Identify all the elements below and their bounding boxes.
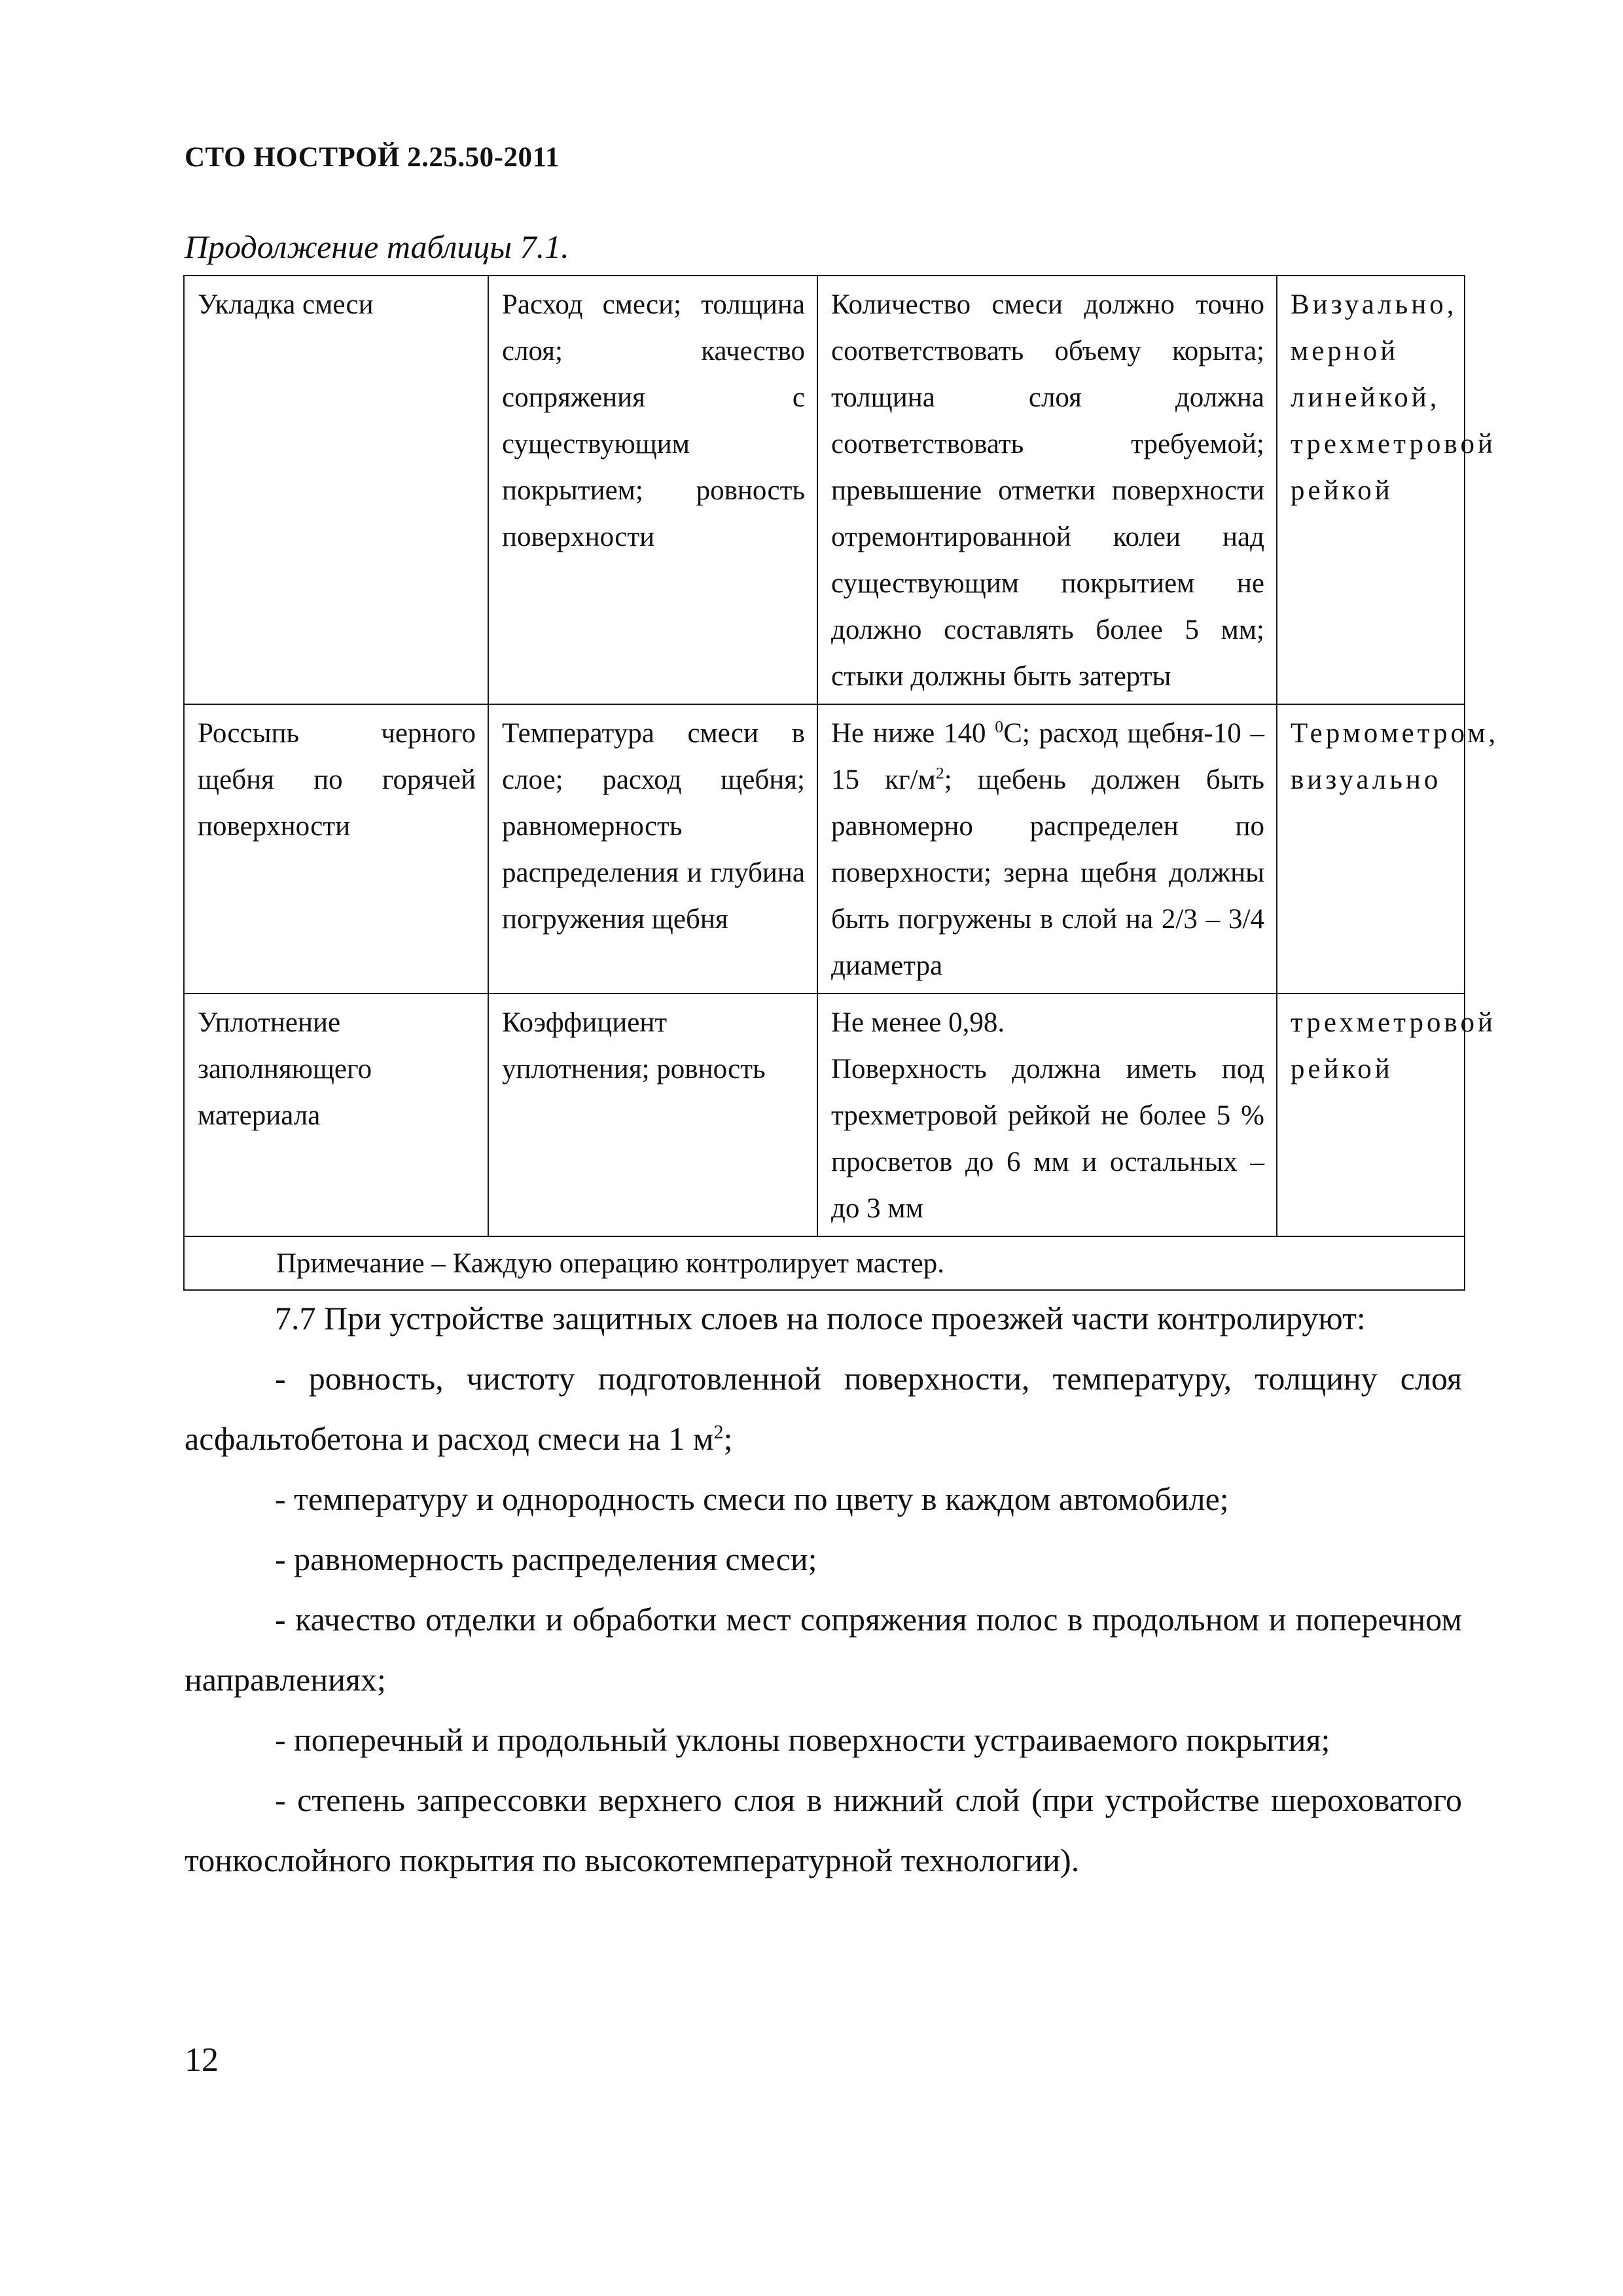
requirements-cell: [817, 704, 1277, 994]
operation-cell: Россыпь черного щебня по горячей поверхности: [184, 704, 488, 994]
superscript: 2: [935, 763, 944, 783]
list-item: - поперечный и продольный уклоны поверхности устраиваемого покрытия;: [275, 1721, 1330, 1758]
superscript: 2: [713, 1421, 724, 1443]
control-table: [183, 275, 1499, 1291]
method-cell: Термометром, визуально: [1277, 704, 1465, 994]
requirement-text: Не ниже 140: [831, 718, 995, 749]
operation-cell: Уплотнение заполняющего материала: [184, 994, 488, 1236]
list-item: - степень запрессовки верхнего слоя в нижний слой (при устройстве шероховатого тонкослойного покрытия по высокотемпературной технологии).: [185, 1782, 1462, 1878]
table-row: [184, 276, 1465, 704]
controlled-params-cell: Коэффициент уплотнения; ровность: [488, 994, 817, 1236]
superscript: 0: [995, 717, 1004, 736]
requirement-line: Поверхность должна иметь под трехметровой рейкой не более 5 % просветов до 6 мм и остальных – до 3 мм: [831, 1054, 1264, 1224]
page-number: 12: [185, 2041, 219, 2079]
table-note-row: [184, 1236, 1465, 1290]
table-note: Примечание – Каждую операцию контролирует мастер.: [184, 1236, 1465, 1290]
requirements-cell: [817, 994, 1277, 1236]
method-cell: Визуально, мерной линейкой, трехметровой рейкой: [1277, 276, 1465, 704]
list-item: - равномерность распределения смеси;: [275, 1541, 817, 1577]
list-item: - температуру и однородность смеси по цвету в каждом автомобиле;: [275, 1480, 1229, 1517]
controlled-params-cell: Температура смеси в слое; расход щебня; равномерность распределения и глубина погружения щебня: [488, 704, 817, 994]
paragraph-intro: 7.7 При устройстве защитных слоев на полосе проезжей части контролируют:: [275, 1300, 1366, 1336]
requirement-line: Не менее 0,98.: [831, 1007, 1005, 1038]
requirements-cell: Количество смеси должно точно соответствовать объему корыта; толщина слоя должна соответствовать требуемой; превышение отметки поверхности отремонтированной колеи над существующим покрытием не должно составлять более 5 мм; стыки должны быть затерты: [817, 276, 1277, 704]
table-row: [184, 994, 1465, 1236]
list-item: - качество отделки и обработки мест сопряжения полос в продольном и поперечном направлениях;: [185, 1601, 1462, 1698]
list-item-text: - ровность, чистоту подготовленной поверхности, температуру, толщину слоя асфальтобетона и расход смеси на 1 м: [185, 1360, 1462, 1457]
list-item: [185, 1348, 1462, 1469]
requirement-text: ; щебень должен быть равномерно распределен по поверхности; зерна щебня должны быть погружены в слой на 2/3 – 3/4 диаметра: [831, 764, 1264, 981]
method-cell: трехметровой рейкой: [1277, 994, 1465, 1236]
section-7-7: [185, 1288, 1462, 1890]
list-item-text: ;: [723, 1420, 733, 1457]
operation-cell: Укладка смеси: [184, 276, 488, 704]
document-header: СТО НОСТРОЙ 2.25.50-2011: [185, 142, 560, 173]
requirement-text: С; расход щебня-10 – 15 кг/м: [831, 718, 1264, 795]
table-caption: Продолжение таблицы 7.1.: [185, 228, 569, 265]
controlled-params-cell: Расход смеси; толщина слоя; качество сопряжения с существующим покрытием; ровность поверхности: [488, 276, 817, 704]
table-row: [184, 704, 1465, 994]
